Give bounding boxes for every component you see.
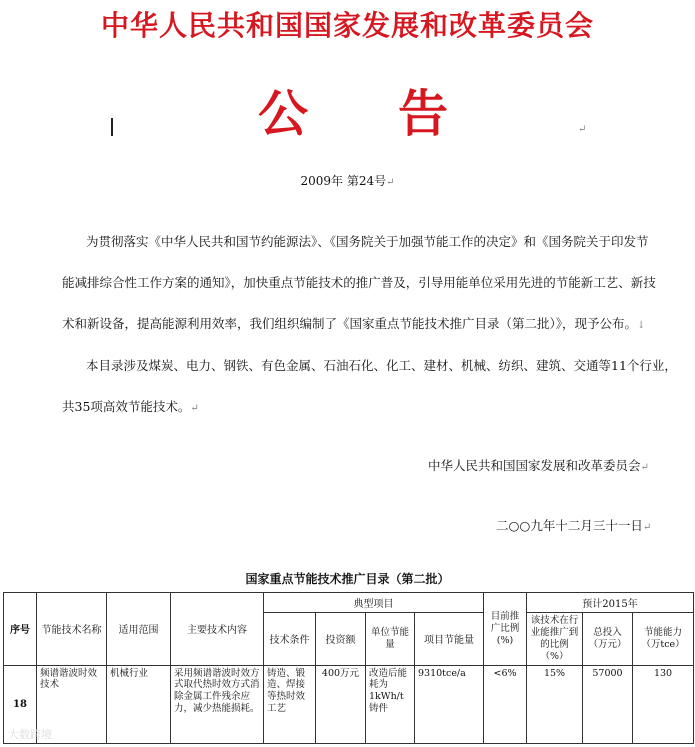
cell-current-ratio: <6% — [484, 665, 527, 744]
cell-total-investment: 57000 — [583, 665, 633, 744]
header-name: 节能技术名称 — [37, 593, 107, 666]
header-content: 主要技术内容 — [171, 593, 264, 666]
cell-investment: 400万元 — [316, 665, 366, 744]
document-number: 2009年 第24号↵ — [300, 174, 395, 188]
cell-forecast-ratio: 15% — [527, 665, 583, 744]
issuing-authority-title: 中华人民共和国国家发展和改革委员会 — [100, 9, 594, 42]
text-cursor — [111, 118, 113, 136]
header-seq: 序号 — [4, 593, 37, 666]
cell-scope: 机械行业 — [107, 665, 171, 744]
paragraph-1-line-2: 能减排综合性工作方案的通知》，加快重点节能技术的推广普及，引导用能单位采用先进的节能新工艺、新技 — [62, 275, 656, 290]
cell-project-saving: 9310tce/a — [415, 665, 484, 744]
header-current-ratio: 目前推广比例(%) — [484, 593, 527, 666]
cell-unit-saving: 改造后能耗为1kWh/t铸件 — [366, 665, 415, 744]
header-investment: 投资额 — [316, 613, 366, 666]
table-row — [4, 665, 694, 744]
header-total-investment: 总投入（万元） — [583, 613, 633, 666]
cell-conditions: 铸造、锻造、焊接等热时效工艺 — [264, 665, 316, 744]
paragraph-2-line-1: 本目录涉及煤炭、电力、钢铁、有色金属、石油石化、化工、建材、机械、纺织、建筑、交通等11个行业， — [86, 358, 677, 373]
header-forecast-2015: 预计2015年 — [527, 593, 694, 613]
header-unit-saving: 单位节能量 — [366, 613, 415, 666]
header-project-saving: 项目节能量 — [415, 613, 484, 666]
paragraph-1-line-1: 为贯彻落实《中华人民共和国节约能源法》、《国务院关于加强节能工作的决定》和《国务院关于印发节 — [86, 234, 649, 249]
cell-saving-capacity: 130 — [633, 665, 694, 744]
header-scope: 适用范围 — [107, 593, 171, 666]
paragraph-1-line-3: 术和新设备，提高能源利用效率，我们组织编制了《国家重点节能技术推广目录（第二批）》，现予公布。↓ — [62, 316, 646, 331]
technology-catalog-table — [3, 592, 694, 744]
signature-issuer: 中华人民共和国国家发展和改革委员会↵ — [428, 458, 649, 473]
table-title: 国家重点节能技术推广目录（第二批） — [245, 572, 450, 586]
header-typical-project: 典型项目 — [264, 593, 484, 613]
return-mark: ↵ — [578, 124, 587, 135]
header-saving-capacity: 节能能力（万tce） — [633, 613, 694, 666]
cell-content: 采用频谱谐波时效方式取代热时效方式消除金属工件残余应力，减少热能损耗。 — [171, 665, 264, 744]
announcement-title: 公告 — [258, 85, 538, 143]
cell-seq: 18 — [4, 665, 37, 744]
paragraph-2-line-2: 共35项高效节能技术。↵ — [62, 399, 199, 414]
header-forecast-ratio: 该技术在行业能推广到的比例（%） — [527, 613, 583, 666]
header-conditions: 技术条件 — [264, 613, 316, 666]
signature-date: 二○○九年十二月三十一日↵ — [496, 518, 652, 533]
cell-name: 频谱谐波时效技术 — [37, 665, 107, 744]
watermark: 大数跨境 — [8, 728, 52, 741]
